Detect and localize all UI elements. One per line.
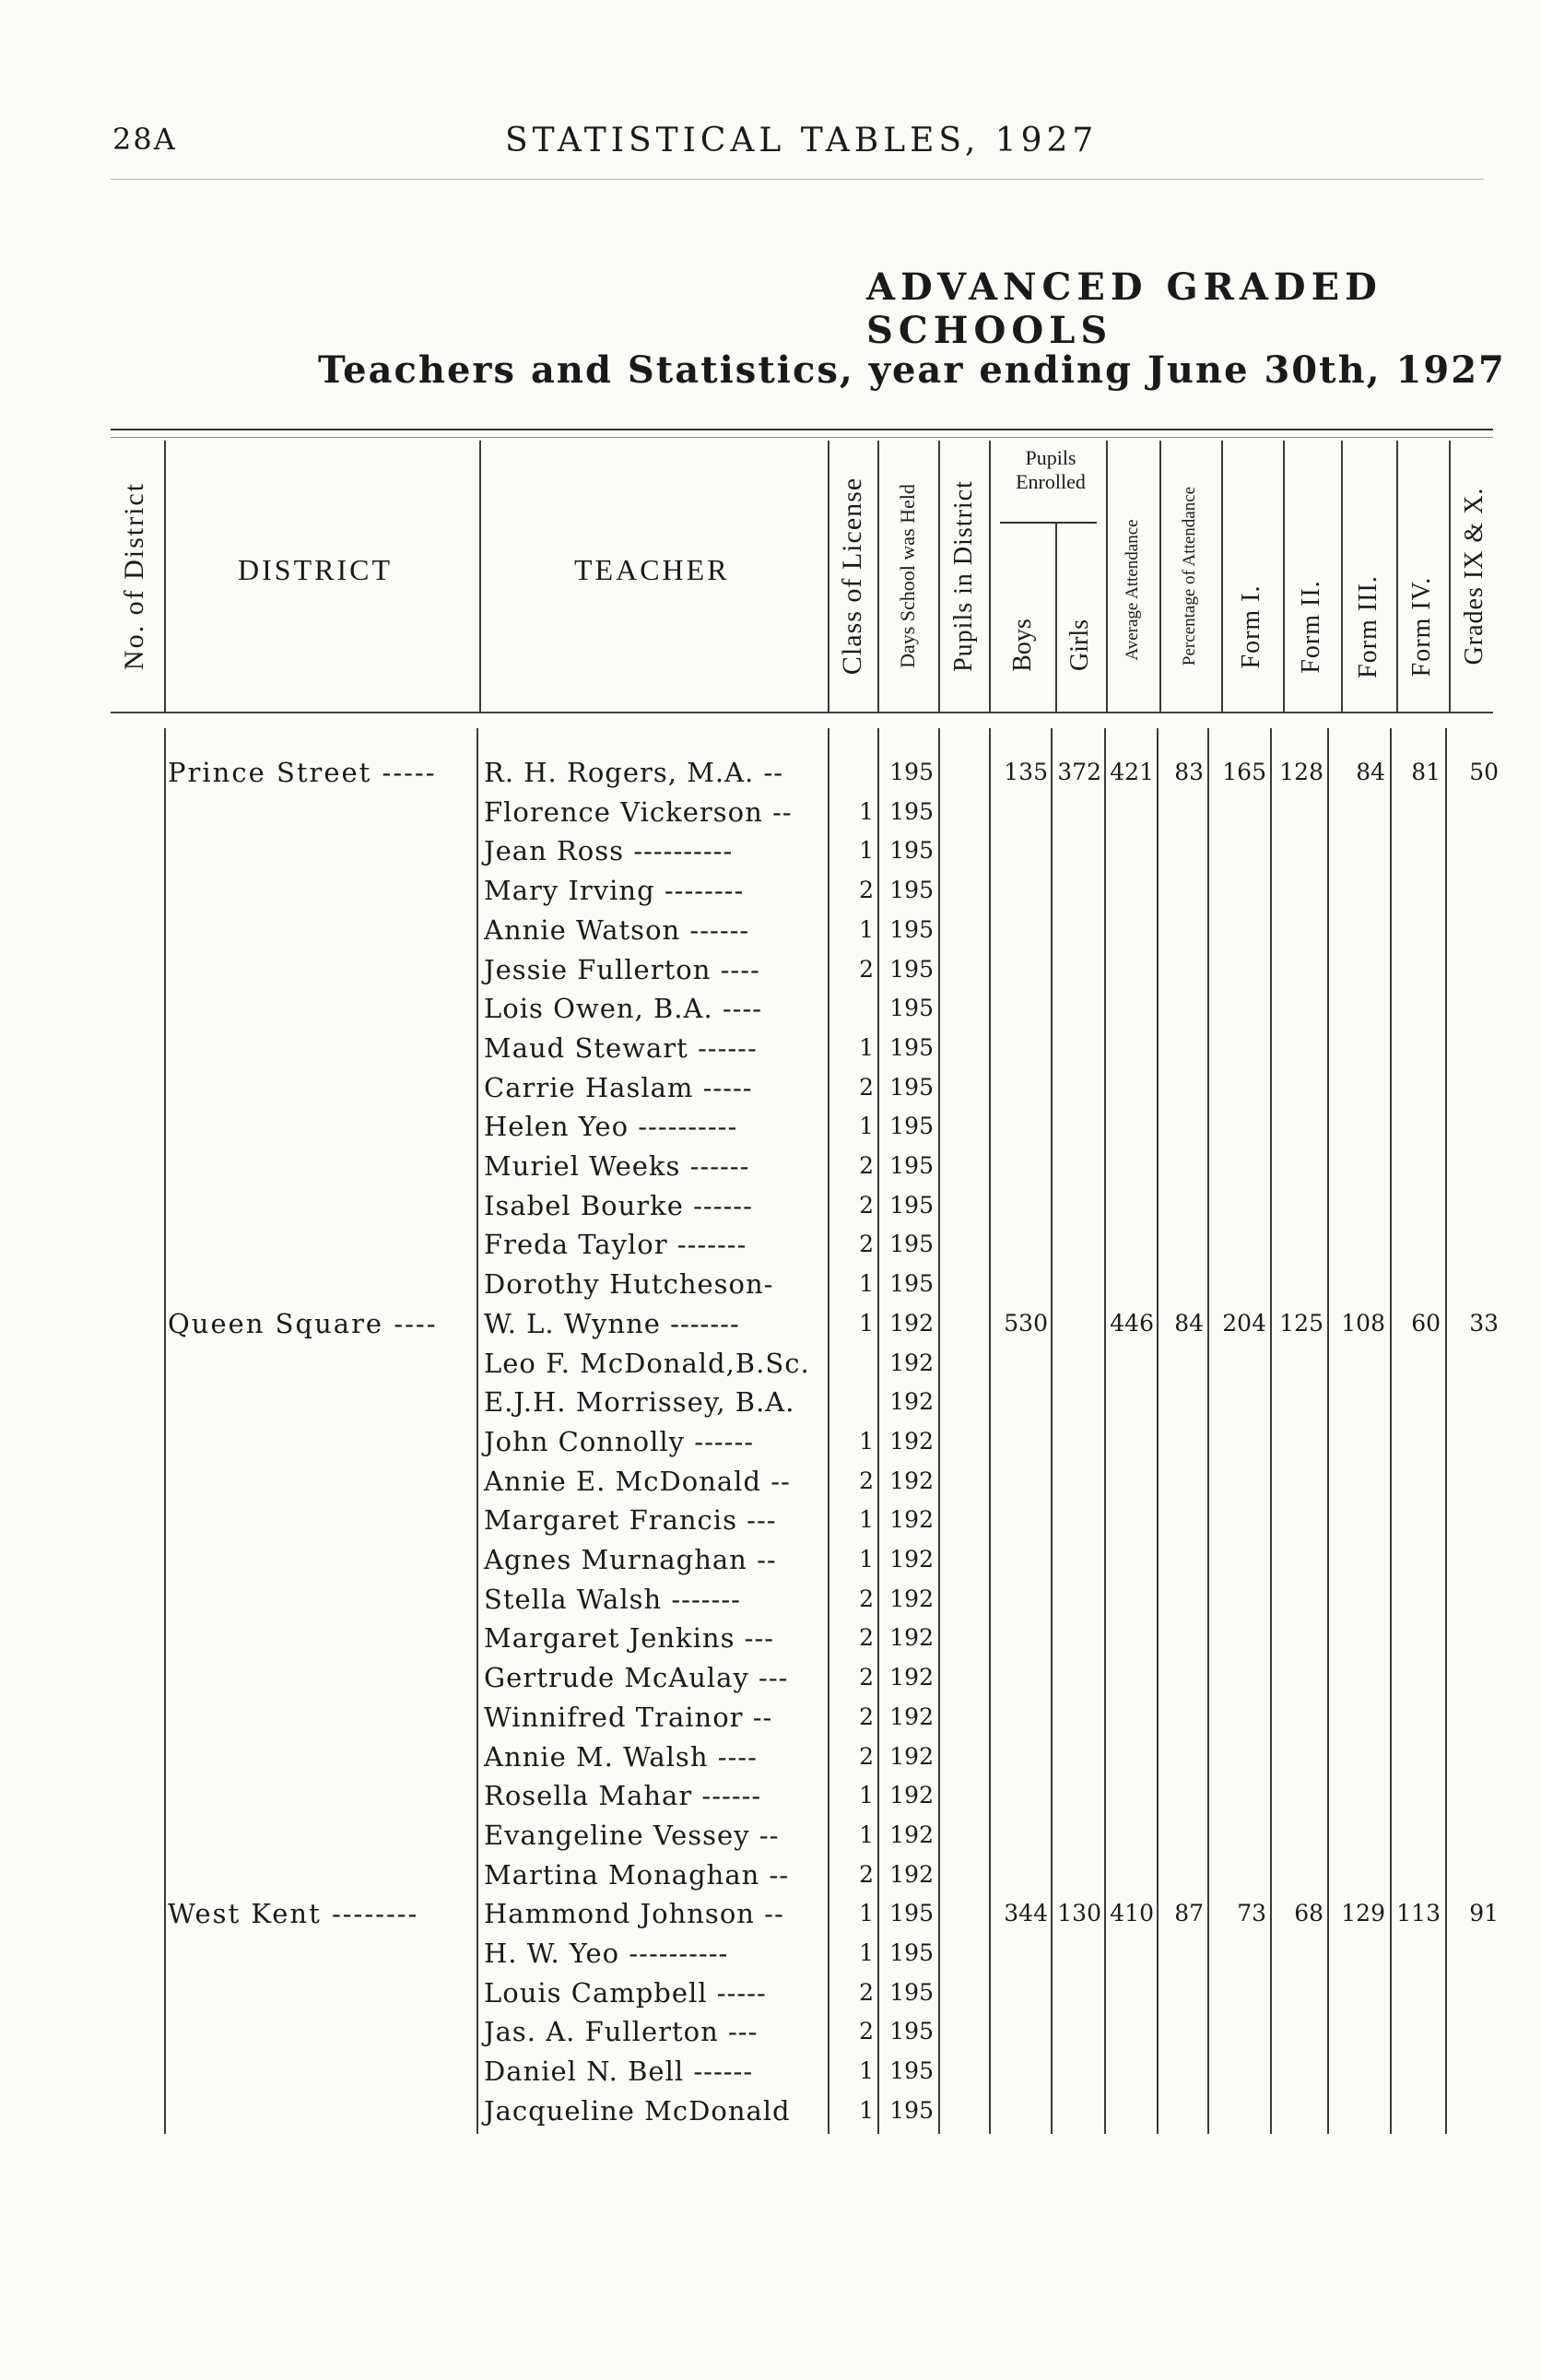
days-cell: 192 [889, 1860, 934, 1888]
license-cell: 2 [859, 1467, 874, 1494]
license-cell: 2 [859, 1191, 874, 1219]
license-cell: 1 [859, 1270, 874, 1298]
teacher-name: H. W. Yeo ---------- [484, 1938, 729, 1969]
license-cell: 1 [859, 1309, 874, 1337]
col-header-percentage-attendance: Percentage of Attendance [1180, 486, 1199, 666]
teacher-name: E.J.H. Morrissey, B.A. [484, 1386, 795, 1419]
teacher-name: Hammond Johnson -- [484, 1898, 784, 1930]
days-cell: 195 [889, 1113, 934, 1140]
days-cell: 195 [889, 837, 934, 865]
days-cell: 192 [889, 1703, 934, 1730]
days-cell: 195 [889, 1978, 934, 2006]
days-cell: 192 [889, 1467, 934, 1494]
percentage-attendance-cell: 84 [1174, 1309, 1204, 1337]
teacher-name: Evangeline Vessey -- [484, 1819, 780, 1851]
teacher-name: Gertrude McAulay --- [484, 1662, 789, 1694]
form-i-cell: 204 [1222, 1309, 1266, 1337]
col-header-form-iv: Form IV. [1407, 576, 1436, 677]
license-cell: 2 [859, 1231, 874, 1258]
average-attendance-cell: 446 [1110, 1309, 1154, 1337]
header-divider [164, 441, 166, 712]
form-i-cell: 73 [1237, 1900, 1266, 1927]
boys-cell: 530 [1004, 1309, 1048, 1337]
days-cell: 192 [889, 1506, 934, 1534]
grades-ix-x-cell: 33 [1469, 1309, 1499, 1337]
teacher-name: Helen Yeo ---------- [484, 1111, 738, 1143]
table-top-rule [111, 429, 1493, 430]
body-divider [164, 728, 166, 2134]
days-cell: 195 [889, 1270, 934, 1298]
col-header-teacher: TEACHER [574, 553, 730, 586]
days-cell: 195 [889, 955, 934, 983]
days-cell: 195 [889, 2057, 934, 2085]
teacher-name: Maud Stewart ------ [484, 1031, 758, 1064]
district-name: Queen Square ---- [168, 1307, 438, 1339]
teacher-name: Dorothy Hutcheson- [484, 1268, 774, 1301]
teacher-name: Louis Campbell ----- [484, 1976, 767, 2009]
license-cell: 1 [859, 1033, 874, 1061]
teacher-name: Florence Vickerson -- [484, 795, 793, 828]
teacher-name: Leo F. McDonald,B.Sc. [484, 1347, 810, 1379]
teacher-name: Muriel Weeks ------ [484, 1150, 750, 1182]
average-attendance-cell: 421 [1110, 759, 1154, 785]
form-iii-cell: 129 [1341, 1900, 1385, 1927]
teacher-name: Rosella Mahar ------ [484, 1780, 762, 1812]
teacher-name: Freda Taylor ------- [484, 1229, 747, 1261]
form-i-cell: 165 [1222, 759, 1266, 785]
days-cell: 195 [889, 759, 934, 785]
days-cell: 192 [889, 1546, 934, 1573]
form-ii-cell: 68 [1294, 1900, 1323, 1927]
days-cell: 192 [889, 1585, 934, 1612]
page-number: 28A [112, 122, 177, 157]
license-cell: 1 [859, 1900, 874, 1927]
teacher-name: Annie M. Walsh ---- [484, 1740, 758, 1773]
teacher-name: Jean Ross ---------- [484, 835, 734, 867]
col-header-no-of-district: No. of District [119, 481, 149, 671]
days-cell: 192 [889, 1624, 934, 1652]
col-header-form-ii: Form II. [1297, 580, 1325, 674]
col-header-class-of-license: Class of License [837, 477, 867, 676]
license-cell: 1 [859, 1939, 874, 1966]
header-rule [111, 179, 1484, 180]
license-cell: 2 [859, 2018, 874, 2045]
header-divider [1283, 441, 1285, 712]
days-cell: 195 [889, 2096, 934, 2124]
license-cell: 1 [859, 2057, 874, 2085]
girls-cell: 130 [1057, 1900, 1101, 1927]
district-name: West Kent -------- [168, 1898, 419, 1930]
teacher-name: Stella Walsh ------- [484, 1583, 741, 1615]
teacher-name: Daniel N. Bell ------ [484, 2056, 754, 2088]
header-divider [479, 441, 481, 712]
days-cell: 192 [889, 1742, 934, 1770]
days-cell: 192 [889, 1664, 934, 1691]
license-cell: 1 [859, 1546, 874, 1573]
license-cell: 1 [859, 1113, 874, 1140]
license-cell: 2 [859, 1978, 874, 2006]
license-cell: 2 [859, 1152, 874, 1179]
col-header-grades-ix-x: Grades IX & X. [1460, 487, 1488, 666]
header-divider [877, 441, 879, 712]
teacher-name: Annie E. McDonald -- [484, 1465, 791, 1497]
form-iv-cell: 113 [1396, 1900, 1441, 1927]
form-iv-cell: 81 [1411, 759, 1441, 785]
header-bottom-rule [111, 712, 1493, 713]
teacher-name: Jas. A. Fullerton --- [484, 2016, 759, 2048]
license-cell: 2 [859, 1624, 874, 1652]
form-iii-cell: 108 [1341, 1309, 1385, 1337]
col-header-form-iii: Form III. [1354, 575, 1382, 678]
license-cell: 1 [859, 2096, 874, 2124]
license-cell: 1 [859, 1506, 874, 1534]
license-cell: 2 [859, 1742, 874, 1770]
teacher-name: Jacqueline McDonald [484, 2094, 791, 2127]
col-header-days-school-held: Days School was Held [896, 484, 919, 668]
form-ii-cell: 125 [1279, 1309, 1323, 1337]
days-cell: 192 [889, 1427, 934, 1455]
license-cell: 1 [859, 797, 874, 825]
grades-ix-x-cell: 50 [1469, 759, 1499, 785]
header-divider [938, 441, 940, 712]
license-cell: 2 [859, 1664, 874, 1691]
teacher-name: Martina Monaghan -- [484, 1858, 790, 1891]
teacher-name: Agnes Murnaghan -- [484, 1544, 777, 1575]
pupils-enrolled-rule [1000, 522, 1097, 524]
days-cell: 192 [889, 1349, 934, 1376]
header-divider [1221, 441, 1223, 712]
days-cell: 195 [889, 1152, 934, 1179]
days-cell: 195 [889, 915, 934, 943]
form-ii-cell: 128 [1279, 759, 1323, 785]
district-name: Prince Street ----- [168, 757, 437, 788]
teacher-name: Margaret Francis --- [484, 1504, 777, 1537]
header-divider [1106, 441, 1108, 712]
col-header-boys: Boys [1008, 619, 1037, 672]
col-header-district: DISTRICT [238, 553, 393, 586]
teacher-name: Carrie Haslam ----- [484, 1071, 753, 1103]
average-attendance-cell: 410 [1110, 1900, 1154, 1927]
days-cell: 195 [889, 1231, 934, 1258]
header-divider [1055, 522, 1057, 712]
days-cell: 195 [889, 1900, 934, 1927]
header-divider [828, 441, 829, 712]
percentage-attendance-cell: 87 [1174, 1900, 1204, 1927]
days-cell: 195 [889, 1191, 934, 1219]
days-cell: 192 [889, 1309, 934, 1337]
license-cell: 2 [859, 955, 874, 983]
percentage-attendance-cell: 83 [1174, 759, 1204, 785]
header-divider [1449, 441, 1451, 712]
boys-cell: 135 [1004, 759, 1048, 785]
license-cell: 1 [859, 837, 874, 865]
form-iii-cell: 84 [1356, 759, 1385, 785]
teacher-name: Annie Watson ------ [484, 913, 750, 946]
col-header-average-attendance: Average Attendance [1123, 519, 1142, 661]
running-title: STATISTICAL TABLES, 1927 [505, 122, 1099, 159]
license-cell: 1 [859, 1782, 874, 1809]
col-header-girls: Girls [1065, 619, 1094, 671]
license-cell: 1 [859, 1427, 874, 1455]
license-cell: 1 [859, 1820, 874, 1848]
days-cell: 195 [889, 797, 934, 825]
teacher-name: Isabel Bourke ------ [484, 1189, 753, 1221]
body-divider [938, 728, 940, 2134]
teacher-name: Winnifred Trainor -- [484, 1701, 773, 1733]
days-cell: 195 [889, 995, 934, 1022]
license-cell: 2 [859, 1073, 874, 1101]
section-title: ADVANCED GRADED SCHOOLS [866, 265, 1382, 352]
teacher-name: John Connolly ------ [484, 1425, 755, 1457]
header-divider [1396, 441, 1398, 712]
days-cell: 192 [889, 1820, 934, 1848]
table-top-rule-thin [111, 437, 1493, 438]
boys-cell: 344 [1004, 1900, 1048, 1927]
girls-cell: 372 [1057, 759, 1101, 785]
teacher-name: Jessie Fullerton ---- [484, 953, 760, 985]
grades-ix-x-cell: 91 [1469, 1900, 1499, 1927]
teacher-name: R. H. Rogers, M.A. -- [484, 757, 784, 788]
days-cell: 192 [889, 1782, 934, 1809]
license-cell: 2 [859, 877, 874, 904]
form-iv-cell: 60 [1411, 1309, 1441, 1337]
subtitle: Teachers and Statistics, year ending June 30th, 1927 [318, 348, 1506, 392]
days-cell: 195 [889, 1073, 934, 1101]
col-header-form-i: Form I. [1237, 584, 1265, 669]
teacher-name: W. L. Wynne ------- [484, 1307, 740, 1339]
body-divider [476, 728, 478, 2134]
license-cell: 2 [859, 1860, 874, 1888]
days-cell: 195 [889, 2018, 934, 2045]
days-cell: 195 [889, 877, 934, 904]
header-divider [989, 441, 991, 712]
days-cell: 195 [889, 1033, 934, 1061]
header-divider [1159, 441, 1161, 712]
days-cell: 192 [889, 1388, 934, 1416]
teacher-name: Margaret Jenkins --- [484, 1622, 775, 1655]
license-cell: 1 [859, 915, 874, 943]
teacher-name: Mary Irving -------- [484, 875, 745, 907]
days-cell: 195 [889, 1939, 934, 1966]
license-cell: 2 [859, 1585, 874, 1612]
col-header-pupils-enrolled: Pupils Enrolled [1016, 446, 1086, 493]
teacher-name: Lois Owen, B.A. ---- [484, 993, 763, 1025]
header-divider [1341, 441, 1343, 712]
license-cell: 2 [859, 1703, 874, 1730]
col-header-pupils-in-district: Pupils in District [949, 480, 978, 672]
